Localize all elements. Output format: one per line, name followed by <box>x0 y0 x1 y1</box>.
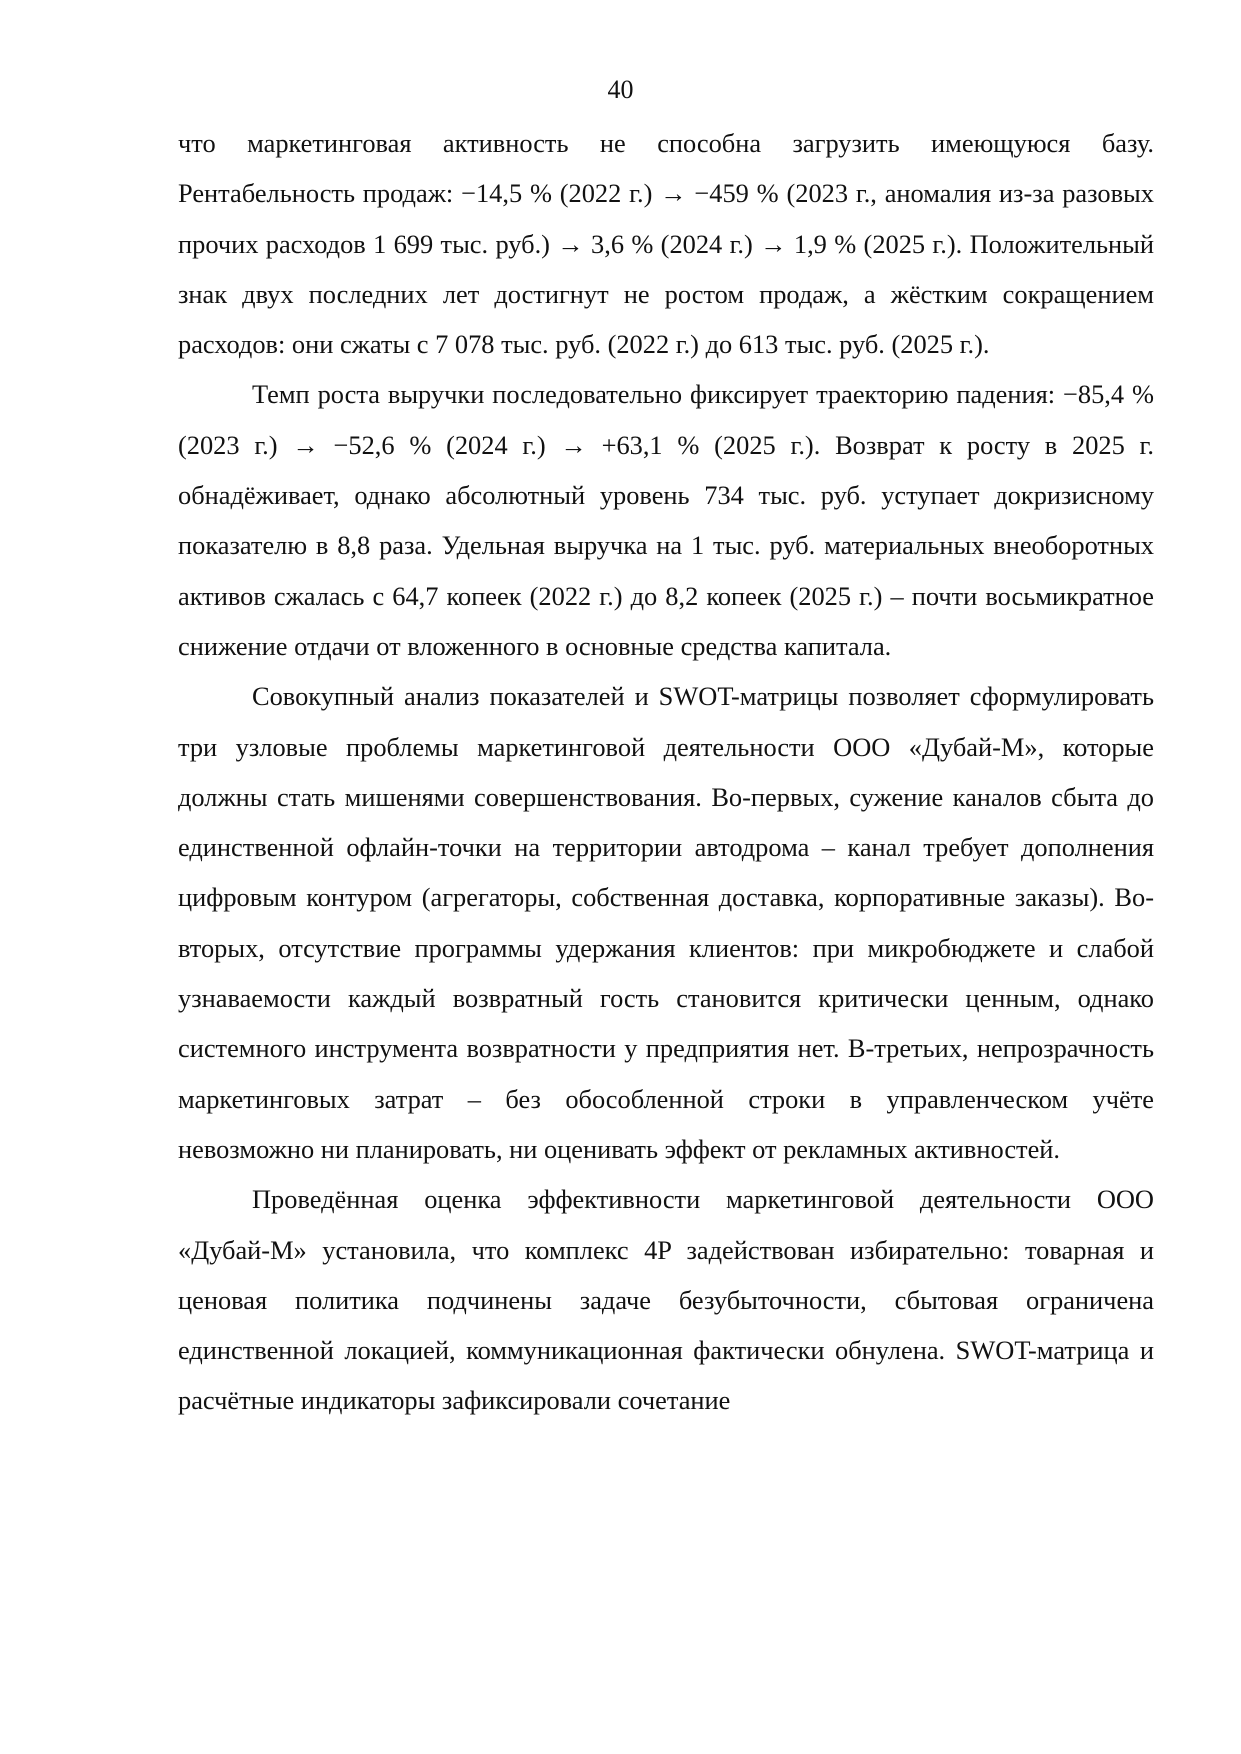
paragraph-1: что маркетинговая активность не способна загрузить имеющуюся базу. Рентабельность продаж: −14,5 % (2022 г.) → −459 % (2023 г., аномалия из-за разовых прочих расходов 1 699 тыс. руб.) → 3,6 % (2024 г.) → 1,9 % (2025 г.). Положительный знак двух последних лет достигнут не ростом продаж, а жёстким сокращением расходов: они сжаты с 7 078 тыс. руб. (2022 г.) до 613 тыс. руб. (2025 г.). <box>178 128 1154 360</box>
paragraph-3: Совокупный анализ показателей и SWOT-матрицы позволяет сформулировать три узловые проблемы маркетинговой деятельности ООО «Дубай-М», которые должны стать мишенями совершенствования. Во-первых, сужение каналов сбыта до единственной офлайн-точки на территории автодрома – канал требует дополнения цифровым контуром (агрегаторы, собственная доставка, корпоративные заказы). Во-вторых, отсутствие программы удержания клиентов: при микробюджете и слабой узнаваемости каждый возвратный гость становится критически ценным, однако системного инструмента возвратности у предприятия нет. В-третьих, непрозрачность маркетинговых затрат – без обособленной строки в управленческом учёте невозможно ни планировать, ни оценивать эффект от рекламных активностей. <box>178 681 1154 1164</box>
paragraph-2: Темп роста выручки последовательно фиксирует траекторию падения: −85,4 % (2023 г.) → −52,6 % (2024 г.) → +63,1 % (2025 г.). Возврат к росту в 2025 г. обнадёживает, однако абсолютный уровень 734 тыс. руб. уступает докризисному показателю в 8,8 раза. Удельная выручка на 1 тыс. руб. материальных внеоборотных активов сжалась с 64,7 копеек (2022 г.) до 8,2 копеек (2025 г.) – почти восьмикратное снижение отдачи от вложенного в основные средства капитала. <box>178 379 1154 661</box>
document-body <box>178 118 1154 1426</box>
page-number: 40 <box>607 75 634 104</box>
paragraph-4: Проведённая оценка эффективности маркетинговой деятельности ООО «Дубай-М» установила, что комплекс 4P задействован избирательно: товарная и ценовая политика подчинены задаче безубыточности, сбытовая ограничена единственной локацией, коммуникационная фактически обнулена. SWOT-матрица и расчётные индикаторы зафиксировали сочетание <box>178 1184 1154 1416</box>
